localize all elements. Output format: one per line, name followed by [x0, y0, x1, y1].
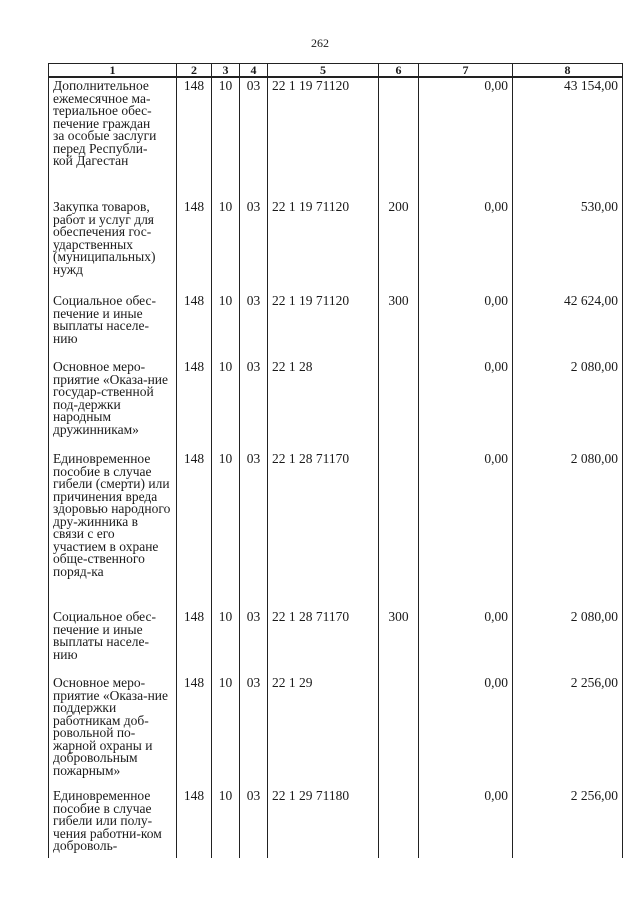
row-amount: 43 154,00	[513, 77, 623, 199]
row-expense-type: 200	[379, 199, 419, 293]
row-col2: 148	[177, 675, 212, 788]
row-expense-type	[379, 77, 419, 199]
row-col4: 03	[240, 609, 268, 675]
row-target-code: 22 1 28 71170	[268, 609, 379, 675]
header-col-7: 7	[419, 64, 513, 78]
row-expense-type	[379, 359, 419, 451]
row-expense-type	[379, 451, 419, 609]
table-row	[49, 293, 623, 359]
row-col2: 148	[177, 609, 212, 675]
row-col7: 0,00	[419, 199, 513, 293]
row-name: Основное меро-приятие «Оказа-ние поддержки работникам доб-ровольной по-жарной охраны и добровольным пожарным»	[49, 675, 177, 788]
header-col-6: 6	[379, 64, 419, 78]
row-col7: 0,00	[419, 609, 513, 675]
header-col-1: 1	[49, 64, 177, 78]
row-col4: 03	[240, 293, 268, 359]
row-name: Единовременное пособие в случае гибели или полу-чения работни-ком доброволь-	[49, 788, 177, 858]
row-col3: 10	[212, 77, 240, 199]
table-row	[49, 199, 623, 293]
row-name: Социальное обес-печение и иные выплаты населе-нию	[49, 293, 177, 359]
row-name: Социальное обес-печение и иные выплаты населе-нию	[49, 609, 177, 675]
row-amount: 42 624,00	[513, 293, 623, 359]
row-col7: 0,00	[419, 451, 513, 609]
row-col7: 0,00	[419, 675, 513, 788]
row-col7: 0,00	[419, 788, 513, 858]
header-col-4: 4	[240, 64, 268, 78]
row-amount: 2 080,00	[513, 451, 623, 609]
row-expense-type: 300	[379, 293, 419, 359]
row-name: Основное меро-приятие «Оказа-ние государ-ственной под-держки народным дружинникам»	[49, 359, 177, 451]
header-row	[49, 64, 623, 78]
table-row	[49, 609, 623, 675]
row-target-code: 22 1 28 71170	[268, 451, 379, 609]
row-col4: 03	[240, 359, 268, 451]
table-row	[49, 359, 623, 451]
row-target-code: 22 1 19 71120	[268, 77, 379, 199]
budget-table	[48, 63, 623, 858]
row-expense-type	[379, 788, 419, 858]
row-col7: 0,00	[419, 359, 513, 451]
row-target-code: 22 1 29	[268, 675, 379, 788]
row-target-code: 22 1 19 71120	[268, 293, 379, 359]
table-row	[49, 675, 623, 788]
table-row	[49, 451, 623, 609]
header-col-2: 2	[177, 64, 212, 78]
row-col3: 10	[212, 675, 240, 788]
row-col2: 148	[177, 199, 212, 293]
table-row	[49, 77, 623, 199]
row-col3: 10	[212, 609, 240, 675]
row-col7: 0,00	[419, 77, 513, 199]
row-col3: 10	[212, 451, 240, 609]
row-name: Дополнительное ежемесячное ма-териальное обес-печение граждан за особые заслуги перед Республи-кой Дагестан	[49, 77, 177, 199]
header-col-3: 3	[212, 64, 240, 78]
row-col3: 10	[212, 359, 240, 451]
header-col-5: 5	[268, 64, 379, 78]
row-target-code: 22 1 19 71120	[268, 199, 379, 293]
row-col3: 10	[212, 199, 240, 293]
row-target-code: 22 1 28	[268, 359, 379, 451]
row-target-code: 22 1 29 71180	[268, 788, 379, 858]
row-col4: 03	[240, 451, 268, 609]
row-col2: 148	[177, 359, 212, 451]
row-col4: 03	[240, 788, 268, 858]
row-col2: 148	[177, 293, 212, 359]
row-amount: 2 256,00	[513, 788, 623, 858]
row-col2: 148	[177, 77, 212, 199]
row-col3: 10	[212, 788, 240, 858]
row-col4: 03	[240, 675, 268, 788]
row-name: Единовременное пособие в случае гибели (смерти) или причинения вреда здоровью народного дру-жинника в связи с его участием в охране обще-ственного поряд-ка	[49, 451, 177, 609]
row-amount: 530,00	[513, 199, 623, 293]
page-number: 262	[311, 36, 329, 50]
header-col-8: 8	[513, 64, 623, 78]
row-col2: 148	[177, 788, 212, 858]
row-col4: 03	[240, 77, 268, 199]
row-amount: 2 256,00	[513, 675, 623, 788]
row-expense-type	[379, 675, 419, 788]
row-amount: 2 080,00	[513, 609, 623, 675]
row-col4: 03	[240, 199, 268, 293]
row-col3: 10	[212, 293, 240, 359]
row-name: Закупка товаров, работ и услуг для обеспечения гос-ударственных (муниципальных) нужд	[49, 199, 177, 293]
row-col7: 0,00	[419, 293, 513, 359]
table-row	[49, 788, 623, 858]
row-col2: 148	[177, 451, 212, 609]
row-expense-type: 300	[379, 609, 419, 675]
row-amount: 2 080,00	[513, 359, 623, 451]
